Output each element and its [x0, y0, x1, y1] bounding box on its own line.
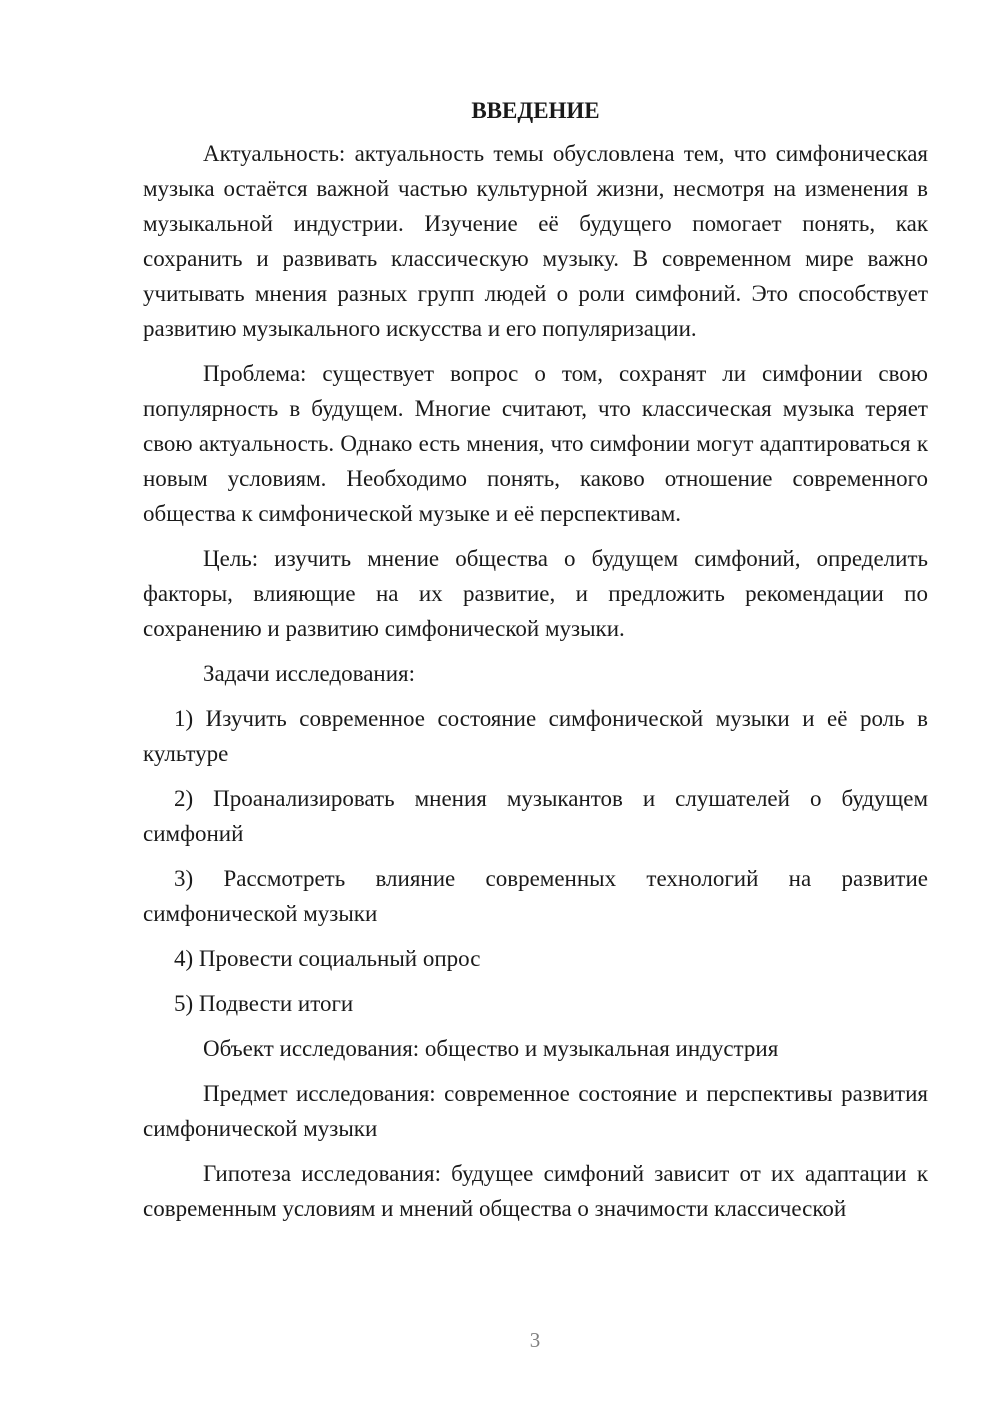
- page-content: [143, 96, 928, 1236]
- paragraph-tasks-intro: Задачи исследования:: [203, 661, 416, 686]
- paragraph-goal: Цель: изучить мнение общества о будущем симфоний, определить факторы, влияющие на их развитие, и предложить рекомендации по сохранению и развитию симфонической музыки.: [143, 546, 928, 641]
- list-item: 3) Рассмотреть влияние современных технологий на развитие симфонической музыки: [143, 866, 928, 926]
- paragraph-subject: Предмет исследования: современное состояние и перспективы развития симфонической музыки: [143, 1081, 928, 1141]
- paragraph-object: Объект исследования: общество и музыкальная индустрия: [203, 1036, 779, 1061]
- page-number: 3: [529, 1328, 541, 1352]
- paragraph-hypothesis: Гипотеза исследования: будущее симфоний зависит от их адаптации к современным условиям и мнений общества о значимости классической: [143, 1161, 928, 1221]
- list-item: 4) Провести социальный опрос: [174, 946, 481, 971]
- paragraph-problem: Проблема: существует вопрос о том, сохранят ли симфонии свою популярность в будущем. Многие считают, что классическая музыка теряет свою актуальность. Однако есть мнения, что симфонии могут адаптироваться к новым условиям. Необходимо понять, каково отношение современного общества к симфонической музыке и её перспективам.: [143, 361, 928, 526]
- section-heading: ВВЕДЕНИЕ: [471, 98, 600, 123]
- paragraph-relevance: Актуальность: актуальность темы обусловлена тем, что симфоническая музыка остаётся важной частью культурной жизни, несмотря на изменения в музыкальной индустрии. Изучение её будущего помогает понять, как сохранить и развивать классическую музыку. В современном мире важно учитывать мнения разных групп людей о роли симфоний. Это способствует развитию музыкального искусства и его популяризации.: [143, 141, 928, 341]
- list-item: 5) Подвести итоги: [174, 991, 354, 1016]
- list-item: 2) Проанализировать мнения музыкантов и слушателей о будущем симфоний: [143, 786, 928, 846]
- list-item: 1) Изучить современное состояние симфонической музыки и её роль в культуре: [143, 706, 928, 766]
